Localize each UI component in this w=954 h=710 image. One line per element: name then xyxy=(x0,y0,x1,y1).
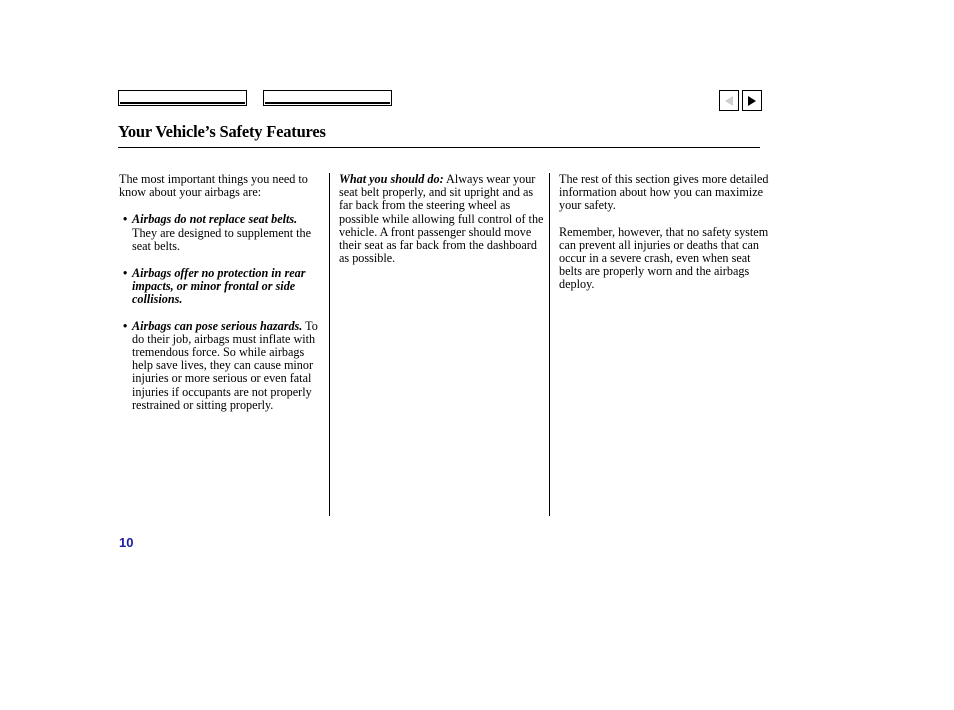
bullet-heading: Airbags offer no protection in rear impacts, or minor frontal or side collisions. xyxy=(132,265,306,306)
bullet-heading: Airbags do not replace seat belts. xyxy=(132,212,298,227)
bullet-heading: Airbags can pose serious hazards. xyxy=(132,318,303,333)
what-to-do-text xyxy=(339,173,544,265)
column-divider xyxy=(329,173,330,516)
bullet-icon: • xyxy=(123,265,128,280)
bullet-text: To do their job, airbags must inflate with tremendous force. So while airbags help save lives, they can cause minor injuries or more serious or even fatal injuries if occupants are not properly restrained or sitting properly. xyxy=(132,318,318,412)
nav-button-1[interactable] xyxy=(118,90,247,106)
what-to-do-body: Always wear your seat belt properly, and sit upright and as far back from the steering wheel as possible while allowing full control of the vehicle. A front passenger should move their seat as far back from the dashboard as possible. xyxy=(339,172,544,266)
page-number: 10 xyxy=(119,535,134,550)
what-to-do-lead: What you should do: xyxy=(339,172,444,186)
section-info-text: The rest of this section gives more detailed information about how you can maximize your safety. xyxy=(559,172,769,213)
bullet-icon: • xyxy=(123,212,128,227)
page-title: Your Vehicle’s Safety Features xyxy=(118,122,326,141)
intro-text: The most important things you need to know about your airbags are: xyxy=(119,172,308,200)
left-triangle-icon xyxy=(725,96,733,106)
right-triangle-icon xyxy=(748,96,756,106)
list-item xyxy=(119,213,324,253)
list-item xyxy=(119,320,324,412)
column-2 xyxy=(339,173,544,265)
next-page-button[interactable] xyxy=(742,90,762,111)
column-3 xyxy=(559,173,769,292)
bullet-icon: • xyxy=(123,318,128,333)
bullet-text: They are designed to supplement the seat belts. xyxy=(132,225,312,253)
title-rule xyxy=(118,147,760,148)
column-divider xyxy=(549,173,550,516)
column-1 xyxy=(119,173,324,426)
previous-page-button[interactable] xyxy=(719,90,739,111)
airbag-facts-list xyxy=(119,213,324,412)
nav-button-2[interactable] xyxy=(263,90,392,106)
list-item xyxy=(119,267,324,307)
safety-note-text: Remember, however, that no safety system can prevent all injuries or deaths that can occur in a severe crash, even when seat belts are properly worn and the airbags deploy. xyxy=(559,224,769,292)
